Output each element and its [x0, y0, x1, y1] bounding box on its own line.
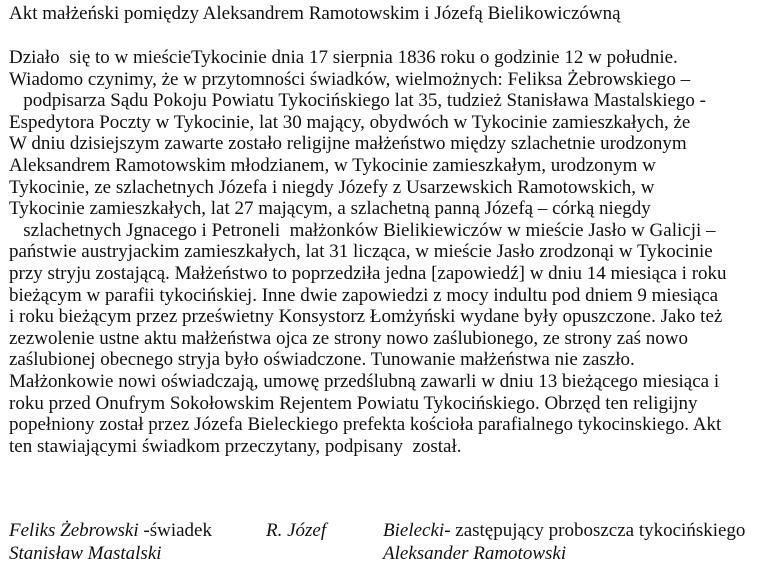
- body-line: Aleksandrem Ramotowskim młodzianem, w Tykocinie zamieszkałym, urodzonym w: [9, 154, 656, 176]
- body-line: popełniony został przez Józefa Bieleckiego prefekta kościoła parafialnego tykocinskiego. Akt: [9, 414, 722, 436]
- signature-witness-1: [9, 520, 212, 542]
- signature-witness-2: [9, 543, 162, 565]
- signature-name: R. Józef: [266, 520, 327, 541]
- signature-name: Stanisław Mastalski: [9, 543, 162, 564]
- signature-name: Feliks Żebrowski: [9, 520, 139, 541]
- body-line: bieżącym w parafii tykocińskiej. Inne dwie zapowiedzi z mocy indultu pod dniem 9 miesiąca: [9, 284, 719, 306]
- signature-priest-initials: [266, 520, 326, 542]
- body-line: Działo się to w mieścieTykocinie dnia 17 sierpnia 1836 roku o godzinie 12 w południe.: [9, 47, 678, 68]
- body-line: szlachetnych Jgnacego i Petroneli małżonków Bielikiewiczów w mieście Jasło w Galicji –: [9, 219, 716, 241]
- signature-groom: [383, 543, 566, 565]
- body-line: Espedytora Poczty w Tykocinie, lat 30 mający, obydwóch w Tykocinie zamieszkałych, że: [9, 111, 691, 133]
- signature-role: -świadek: [138, 520, 212, 541]
- body-line: Tykocinie zamieszkałych, lat 27 mającym, a szlachetną panną Józefą – córką niegdy: [9, 198, 651, 220]
- body-line: zezwolenie ustne aktu małżeństwa ojca ze strony nowo zaślubionego, ze strony zaś nowo: [9, 327, 689, 349]
- body-line: państwie austryjackim zamieszkałych, lat 31 licząca, w mieście Jasło zrodzonąi w Tykocinie: [9, 241, 713, 263]
- body-line: podpisarza Sądu Pokoju Powiatu Tykocińskiego lat 35, tudzież Stanisława Mastalskiego -: [9, 90, 706, 112]
- body-line: Wiadomo czynimy, że w przytomności świadków, wielmożnych: Feliksa Żebrowskiego –: [9, 68, 691, 90]
- document-title: Akt małżeński pomiędzy Aleksandrem Ramotowskim i Józefą Bielikowiczówną: [9, 3, 621, 24]
- body-line: zaślubionej obecnego stryja było oświadczone. Tunowanie małżeństwa nie zaszło.: [9, 349, 635, 371]
- signature-name: Bielecki: [383, 520, 445, 541]
- body-line: przy stryju zostającą. Małżeństwo to poprzedziła jedna [zapowiedź] w dniu 14 miesiąca i roku: [9, 262, 727, 284]
- body-line: Tykocinie, ze szlachetnych Józefa i niegdy Józefy z Usarzewskich Ramotowskich, w: [9, 176, 655, 198]
- body-line: roku przed Onufrym Sokołowskim Rejentem Powiatu Tykocińskiego. Obrzęd ten religijny: [9, 392, 698, 414]
- signature-name: Aleksander Ramotowski: [383, 543, 567, 564]
- document-body: [9, 47, 771, 457]
- body-line: Małżonkowie nowi oświadczają, umowę przedślubną zawarli w dniu 13 bieżącego miesiąca i: [9, 370, 720, 392]
- signature-priest: [383, 520, 745, 542]
- body-line: W dniu dzisiejszym zawarte zostało religijne małżeństwo między szlachetnie urodzonym: [9, 133, 687, 155]
- signature-role: - zastępujący proboszcza tykocińskiego: [444, 520, 746, 541]
- body-line: i roku bieżącym przez prześwietny Konsystorz Łomżyński wydane były opuszczone. Jako też: [9, 306, 723, 328]
- body-line: ten stawiającymi świadkom przeczytany, podpisany został.: [9, 435, 462, 457]
